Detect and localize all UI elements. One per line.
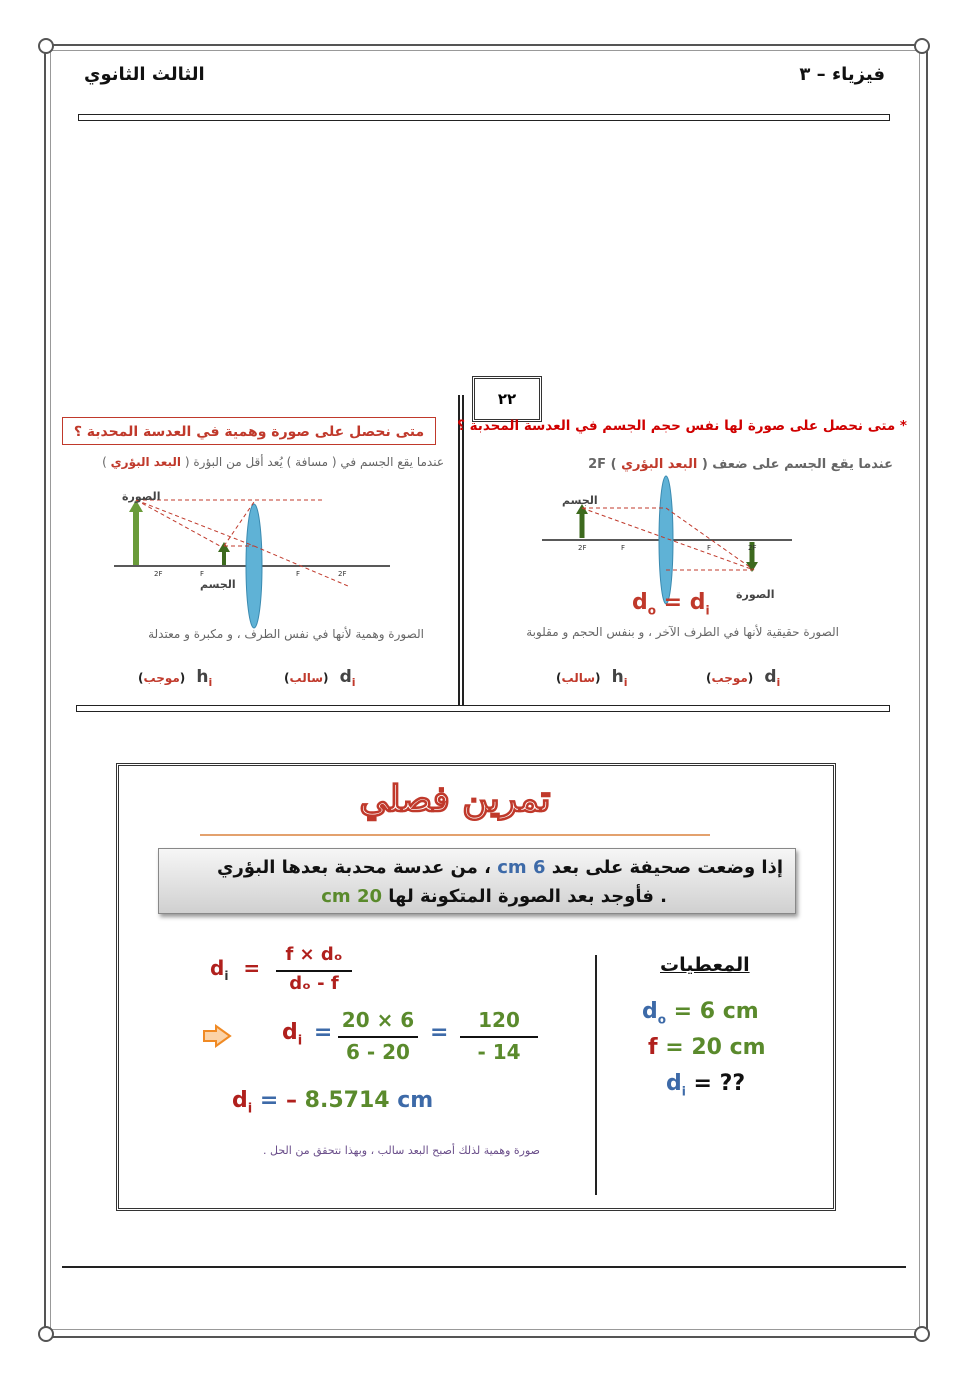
object-label: الجسم	[562, 494, 598, 507]
formula-fraction-bar	[276, 970, 352, 972]
formula-lhs: $d_i$ =	[210, 956, 261, 983]
tick-label: F	[621, 544, 626, 552]
formula-denominator: dₒ - f	[289, 973, 339, 994]
given-di: $d_i$ = ??	[666, 1071, 746, 1099]
section-rule	[76, 705, 890, 712]
right-di-sign: (موجب) $d_i$	[706, 667, 781, 690]
image-label: الصورة	[736, 588, 775, 601]
left-question: متى نحصل على صورة وهمية في العدسة المحدبة ؟	[62, 417, 436, 445]
givens-title: المعطيات	[660, 954, 750, 976]
sub-equals: =	[430, 1020, 449, 1045]
convex-lens	[246, 504, 262, 628]
result-fraction-bar	[460, 1036, 538, 1038]
result-numerator: 120	[478, 1008, 520, 1032]
header-grade: الثالث الثانوي	[84, 64, 205, 85]
frame-corner	[38, 38, 54, 54]
sub-denominator: 6 - 20	[346, 1040, 410, 1064]
exercise-title: تمرين فصلي	[359, 778, 551, 820]
header-rule	[78, 114, 890, 121]
conclusion-note: صورة وهمية لذلك أصبح البعد سالب ، وبهذا نتحقق من الحل .	[263, 1144, 540, 1157]
frame-corner	[914, 1326, 930, 1342]
tick-label: F	[296, 570, 301, 578]
footer-rule	[62, 1266, 906, 1268]
right-question: * متى نحصل على صورة لها نفس حجم الجسم في العدسة المحدبة ؟	[457, 418, 907, 434]
frame-corner	[38, 1326, 54, 1342]
column-divider	[458, 395, 464, 705]
given-f: f = 20 cm	[648, 1035, 766, 1060]
object-label: الجسم	[200, 578, 236, 591]
tick-label: 2F	[338, 570, 347, 578]
exercise-title-underline	[200, 834, 710, 836]
tick-label: 2F	[578, 544, 587, 552]
problem-statement: إذا وضعت صحيفة على بعد 6 cm ، من عدسة محدبة بعدها البؤري . فأوجد بعد الصورة المتكونة لها 20 cm	[158, 848, 796, 914]
sub-fraction-bar	[338, 1036, 418, 1038]
final-result: $d_i$ = – 8.5714 cm	[232, 1088, 434, 1117]
right-relation: $d_o = d_i$	[632, 590, 710, 618]
left-answer: عندما يقع الجسم في ( مسافة ) يُعد أقل من البؤرة ( البعد البؤري )	[102, 455, 444, 469]
left-description: الصورة وهمية لأنها في نفس الطرف ، و مكبرة و معتدلة	[148, 627, 424, 641]
left-ray-diagram	[100, 480, 430, 630]
right-description: الصورة حقيقية لأنها في الطرف الآخر ، و بنفس الحجم و مقلوبة	[526, 625, 839, 639]
tick-label: F	[707, 544, 712, 552]
tick-label: 2F	[154, 570, 163, 578]
header-subject: فيزياء – ٣	[799, 64, 885, 85]
tick-label: F	[200, 570, 205, 578]
solution-divider	[595, 955, 597, 1195]
tick-label: 2F	[748, 544, 757, 552]
formula-numerator: f × dₒ	[285, 944, 343, 965]
frame-corner	[914, 38, 930, 54]
sub-numerator: 20 × 6	[341, 1008, 415, 1032]
right-hi-sign: (سالب) $h_i$	[556, 667, 628, 690]
sub-lhs: $d_i$ =	[282, 1020, 333, 1049]
right-answer: عندما يقع الجسم على ضعف ( البعد البؤري ) 2F	[588, 457, 893, 472]
given-do: $d_o = 6$ cm	[642, 999, 759, 1027]
result-denominator: - 14	[477, 1040, 521, 1064]
page-number: ٢٢	[472, 376, 542, 422]
next-step-arrow-icon	[202, 1024, 232, 1048]
image-label: الصورة	[122, 490, 161, 503]
left-hi-sign: (موجب) $h_i$	[138, 667, 213, 690]
left-di-sign: (سالب) $d_i$	[284, 667, 356, 690]
